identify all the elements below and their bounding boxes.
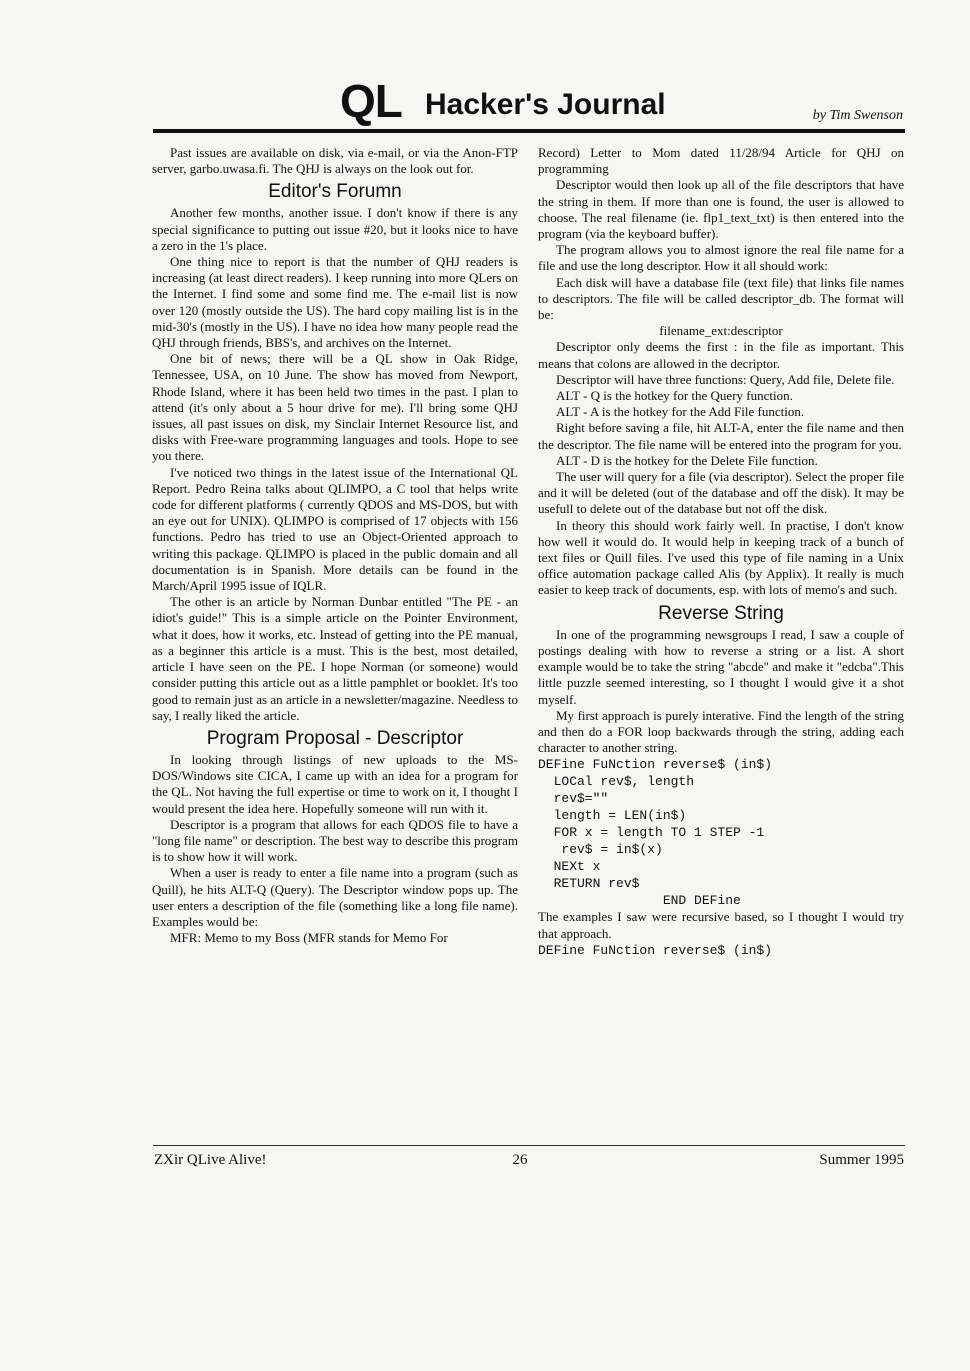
- editors-paragraph-2: One thing nice to report is that the number of QHJ readers is increasing (at least direct readers). I keep running into more QLers on the Internet. I find some and some find me. The e-mail list is now over 120 (mostly outside the US). The hard copy mailing list is in the mid-30's (mostly in the US). I have no idea how many people read the QHJ through friends, BBS's, and archives on the Internet.: [152, 254, 518, 351]
- code-listing-2: DEFine FuNction reverse$ (in$): [538, 942, 773, 958]
- masthead-title: Hacker's Journal: [425, 88, 666, 121]
- code-listing-1: DEFine FuNction reverse$ (in$) LOCal rev$, length rev$="" length = LEN(in$) FOR x = length TO 1 STEP -1 rev$ = in$(x) NEXt x RETURN rev$ END DEFine: [538, 757, 773, 909]
- editors-paragraph-3: One bit of news; there will be a QL show in Oak Ridge, Tennessee, USA, on 10 June. The show has moved from Newport, Rhode Island, where it has been held two times in the past. I plan to attend (it's only about a 5 hour drive for me). I'll bring some QHJ issues, all past issues on disk, my Sinclair Internet Resource list, and disks with Free-ware programming languages and tools. Hope to see you there.: [152, 351, 518, 464]
- proposal-paragraph-2: Descriptor is a program that allows for each QDOS file to have a "long file name" or description. The best way to describe this program is to show how it will work.: [152, 816, 518, 865]
- right-paragraph-1: Record) Letter to Mom dated 11/28/94 Article for QHJ on programming: [538, 145, 904, 177]
- editors-paragraph-1: Another few months, another issue. I don't know if there is any special significance to putting out issue #20, but it looks nice to have a zero in the 1's place.: [152, 205, 518, 253]
- proposal-paragraph-4: MFR: Memo to my Boss (MFR stands for Memo For: [170, 930, 448, 946]
- editors-forum-heading: Editor's Forumn: [268, 181, 402, 203]
- masthead-byline: by Tim Swenson: [812, 108, 903, 123]
- right-paragraph-9: Right before saving a file, hit ALT-A, enter the file name and then the descriptor. The file name will be entered into the program for you.: [538, 420, 904, 452]
- right-paragraph-8: ALT - A is the hotkey for the Add File function.: [556, 404, 805, 420]
- right-paragraph-15: The examples I saw were recursive based, so I thought I would try that approach.: [538, 909, 904, 941]
- right-paragraph-4: Each disk will have a database file (text file) that links file names to descriptors. The file will be called descriptor_db. The format will be:: [538, 274, 904, 323]
- proposal-paragraph-1: In looking through listings of new uploads to the MS-DOS/Windows site CICA, I came up with an idea for a program for the QL. Not having the full expertise or time to work on it, I thought I would present the idea here. Hopefully someone will run with it.: [152, 751, 518, 816]
- right-paragraph-13: In one of the programming newsgroups I read, I saw a couple of postings dealing with how to reverse a string or a list. A short example would be to take the string "abcde" and make it "edcba".This little puzzle seemed interesting, so I thought I would give it a shot myself.: [538, 626, 904, 707]
- right-paragraph-7: ALT - Q is the hotkey for the Query function.: [556, 388, 793, 404]
- right-paragraph-2: Descriptor would then look up all of the file descriptors that have the string in them. If more than one is found, the user is allowed to choose. The real filename (ie. flp1_text_txt) is then entered into the program (via the keyboard buffer).: [538, 177, 904, 242]
- left-column: [152, 145, 518, 946]
- footer-page-number: 26: [512, 1152, 528, 1168]
- right-paragraph-10: ALT - D is the hotkey for the Delete File function.: [556, 452, 818, 468]
- masthead: [155, 75, 905, 128]
- right-paragraph-3: The program allows you to almost ignore the real file name for a file and use the long descriptor. How it all should work:: [538, 242, 904, 274]
- format-line: filename_ext:descriptor: [659, 323, 783, 339]
- reverse-string-heading: Reverse String: [658, 602, 784, 624]
- right-paragraph-11: The user will query for a file (via descriptor). Select the proper file and it will be deleted (out of the database and off the disk). It may be usefull to delete out of the database but not off the disk.: [538, 469, 904, 517]
- editors-paragraph-5: The other is an article by Norman Dunbar entitled "The PE - an idiot's guide!" This is a simple article on the Pointer Environment, what it does, how it works, etc. Instead of getting into the PE manual, as a beginner this article is a must. This is the best, most detailed, article I have seen on the PE. I hope Norman (or someone) would consider putting this article out as a little pamphlet or booklet. It's too good to remain just as an article in a newsletter/magazine. Needless to say, I really liked the article.: [152, 594, 518, 723]
- right-column: [538, 145, 904, 959]
- footer-issue-date: Summer 1995: [819, 1152, 904, 1168]
- footer-publication: ZXir QLive Alive!: [154, 1152, 267, 1168]
- right-paragraph-14: My first approach is purely interative. Find the length of the string and then do a FOR loop backwards through the string, adding each character to another string.: [538, 707, 904, 756]
- masthead-ql-logo: QL: [340, 75, 402, 127]
- program-proposal-heading: Program Proposal - Descriptor: [206, 727, 464, 749]
- footer-rule: [153, 1145, 905, 1146]
- right-paragraph-6: Descriptor will have three functions: Query, Add file, Delete file.: [556, 371, 895, 387]
- editors-paragraph-4: I've noticed two things in the latest issue of the International QL Report. Pedro Reina talks about QLIMPO, a C tool that helps write code for different platforms ( currently QDOS and MS-DOS, but with an eye out for UNIX). QLIMPO is comprised of 17 objects with 156 functions. Pedro has tried to use an Object-Oriented approach to writing this package. QLIMPO is placed in the public domain and all documentation is in Spanish. More details can be found in the March/April 1995 issue of IQLR.: [152, 464, 518, 594]
- proposal-paragraph-3: When a user is ready to enter a file name into a program (such as Quill), he hits ALT-Q (Query). The Descriptor window pops up. The user enters a description of the file (something like a long file name). Examples would be:: [152, 865, 518, 929]
- header-rule: [153, 129, 905, 133]
- intro-paragraph: Past issues are available on disk, via e-mail, or via the Anon-FTP server, garbo.uwasa.fi. The QHJ is always on the look out for.: [152, 145, 518, 177]
- right-paragraph-12: In theory this should work fairly well. In practise, I don't know how well it would do. It would help in keeping track of a bunch of text files or Quill files. I've used this type of file naming in a Unix office automation package called Alis (by Applix). It really is much easier to keep track of documents, esp. with lots of memo's and such.: [538, 517, 904, 598]
- right-paragraph-5: Descriptor only deems the first : in the file as important. This means that colons are allowed in the decriptor.: [538, 339, 904, 371]
